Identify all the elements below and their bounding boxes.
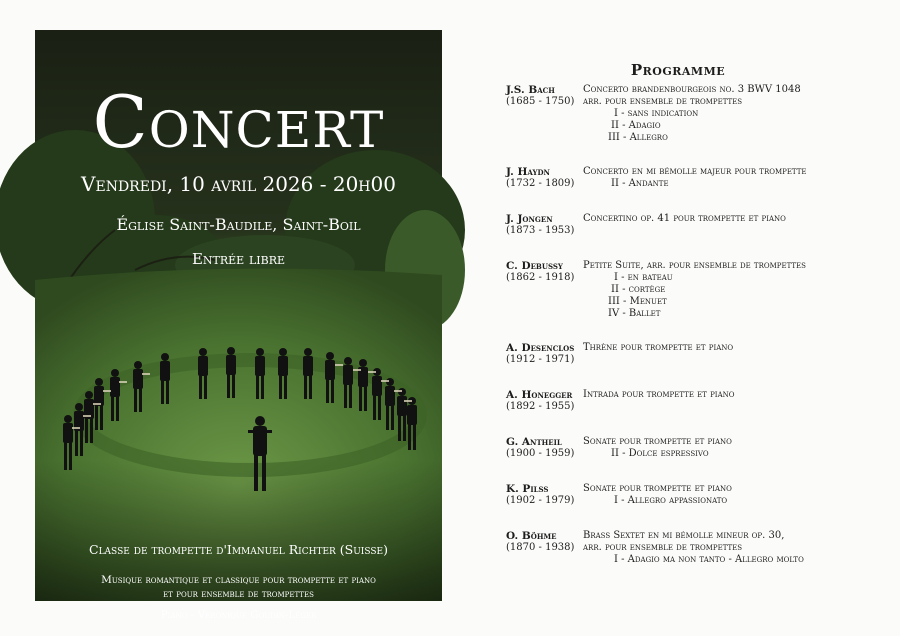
work-title: Concerto brandenbourgeois no. 3 BWV 1048 — [583, 84, 801, 95]
work-title: Concerto en mi bémolle majeur pour trompette — [583, 166, 807, 177]
programme-title: Programme — [630, 61, 726, 79]
composer-dates: (1862 - 1918) — [506, 272, 575, 283]
movement: IV - Ballet — [608, 308, 661, 319]
poster-venue: Église Saint-Baudile, Saint-Boil — [116, 215, 361, 234]
poster-description-line2: et pour ensemble de trompettes — [163, 588, 314, 600]
movement: I - sans indication — [614, 108, 699, 119]
composer-dates: (1870 - 1938) — [506, 542, 575, 553]
composer-dates: (1900 - 1959) — [506, 448, 575, 459]
composer-name: C. Debussy — [506, 260, 563, 272]
composer-dates: (1732 - 1809) — [506, 178, 575, 189]
poster-entry: Entrée libre — [191, 250, 286, 268]
movement: II - Andante — [611, 178, 669, 189]
concert-poster — [35, 30, 442, 621]
composer-name: J.S. Bach — [506, 84, 555, 96]
composer-name: A. Desenclos — [506, 342, 575, 354]
work-title: Concertino op. 41 pour trompette et piano — [583, 213, 786, 224]
work-title: Sonate pour trompette et piano — [583, 436, 732, 447]
work-title: Petite Suite, arr. pour ensemble de trompettes — [583, 260, 806, 271]
work-arrangement: arr. pour ensemble de trompettes — [583, 542, 743, 553]
composer-dates: (1912 - 1971) — [506, 354, 575, 365]
work-arrangement: arr. pour ensemble de trompettes — [583, 96, 743, 107]
movement: I - en bateau — [614, 272, 673, 283]
composer-name: K. Pilss — [506, 483, 549, 495]
movement: I - Adagio ma non tanto - Allegro molto — [614, 554, 804, 565]
composer-name: G. Antheil — [506, 436, 562, 448]
composer-dates: (1873 - 1953) — [506, 225, 575, 236]
poster-piano: Piano - Veronique Goudin-Léger — [160, 609, 317, 621]
movement: III - Allegro — [608, 132, 668, 143]
movement: III - Menuet — [608, 296, 667, 307]
composer-name: J. Haydn — [506, 166, 550, 178]
poster-date: Vendredi, 10 avril 2026 - 20h00 — [81, 172, 396, 196]
work-title: Brass Sextet en mi bémolle mineur op. 30, — [583, 530, 785, 541]
composer-name: A. Honegger — [506, 389, 573, 401]
poster-title: Concert — [92, 80, 385, 164]
poster-class-line: Classe de trompette d'Immanuel Richter (Suisse) — [89, 542, 388, 557]
movement: I - Allegro appassionato — [614, 495, 728, 506]
composer-dates: (1892 - 1955) — [506, 401, 575, 412]
work-title: Thrène pour trompette et piano — [583, 342, 734, 353]
work-title: Sonate pour trompette et piano — [583, 483, 732, 494]
movement: II - Dolce espressivo — [611, 448, 709, 459]
poster-description-line1: Musique romantique et classique pour trompette et piano — [101, 574, 376, 586]
composer-name: J. Jongen — [506, 213, 553, 225]
movement: II - cortège — [611, 284, 666, 295]
composer-dates: (1685 - 1750) — [506, 96, 575, 107]
movement: II - Adagio — [611, 120, 661, 131]
composer-name: O. Böhme — [506, 530, 557, 542]
work-title: Intrada pour trompette et piano — [583, 389, 735, 400]
composer-dates: (1902 - 1979) — [506, 495, 575, 506]
